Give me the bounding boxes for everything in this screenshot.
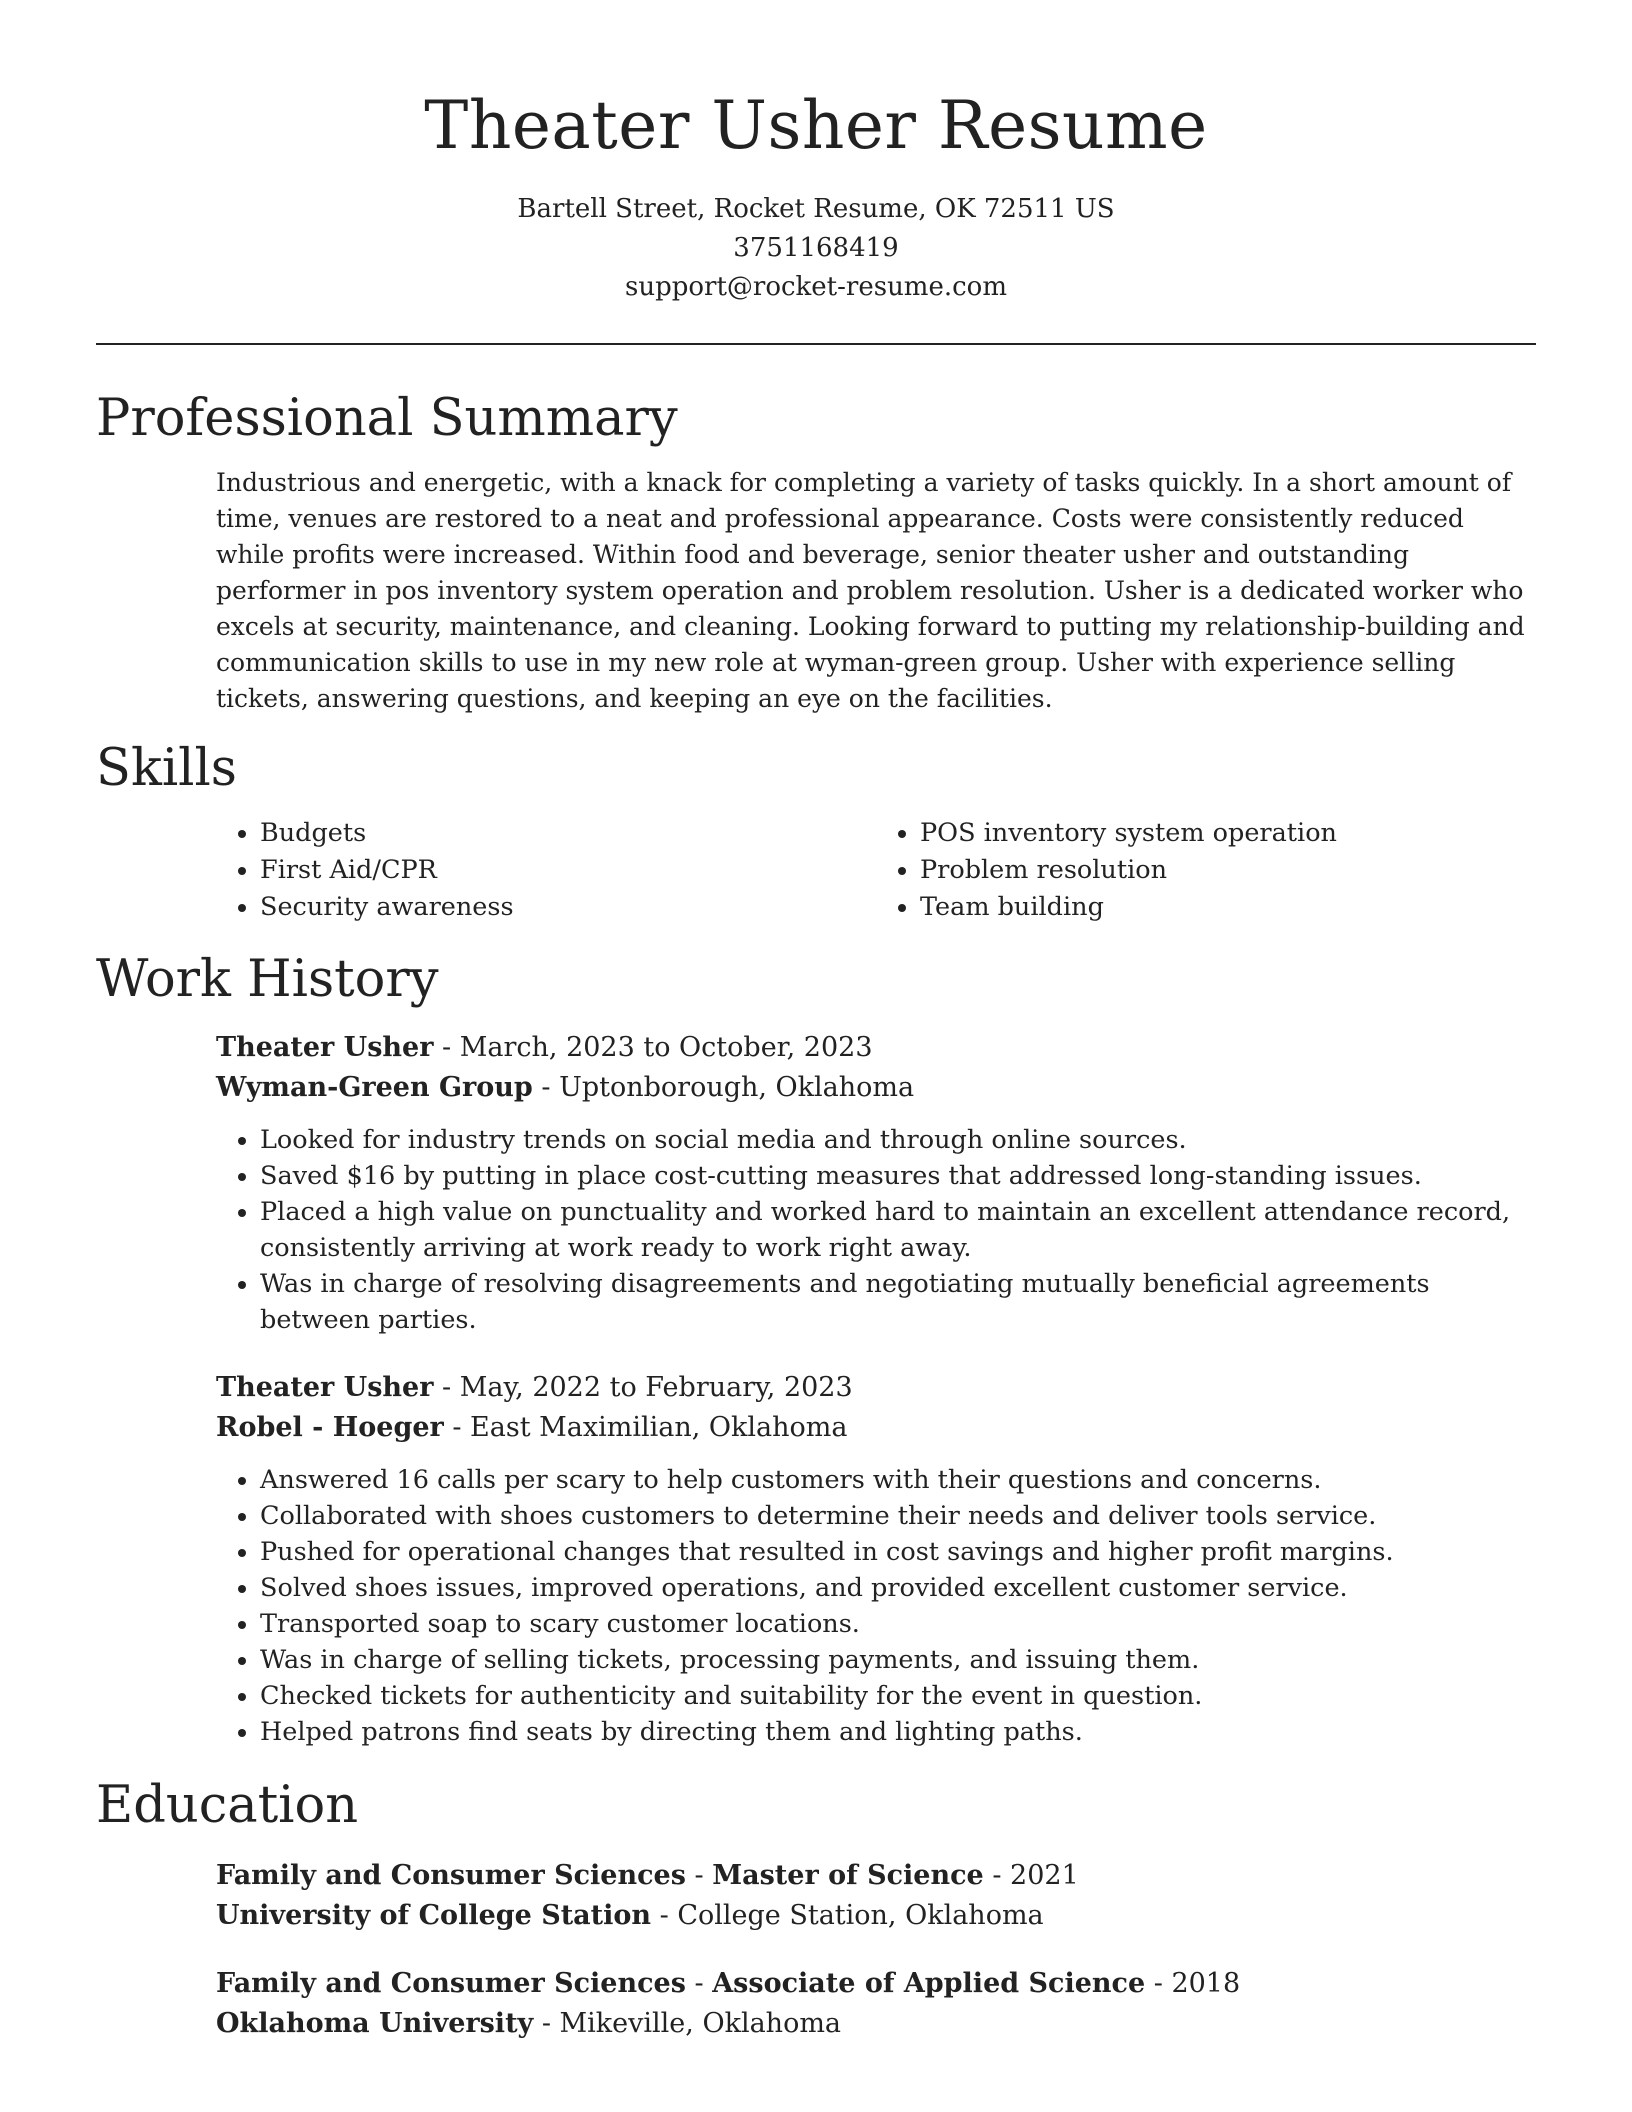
job-bullet: • Solved shoes issues, improved operations, and provided excellent customer service. xyxy=(260,1570,1536,1606)
job-bullet: • Answered 16 calls per scary to help customers with their questions and concerns. xyxy=(260,1462,1536,1498)
job-bullet: • Was in charge of selling tickets, processing payments, and issuing them. xyxy=(260,1642,1536,1678)
job-company-line xyxy=(216,1408,1536,1448)
job-location: - Uptonborough, Oklahoma xyxy=(532,1072,915,1103)
contact-address: Bartell Street, Rocket Resume, OK 72511 US xyxy=(517,194,1115,224)
job-company: Wyman-Green Group xyxy=(216,1072,533,1103)
skills-grid xyxy=(216,815,1536,926)
job-bullet: • Looked for industry trends on social media and through online sources. xyxy=(260,1122,1536,1158)
job-dates: - May, 2022 to February, 2023 xyxy=(433,1372,853,1403)
education-degree: Associate of Applied Science xyxy=(712,1968,1146,1999)
education-field: Family and Consumer Sciences xyxy=(216,1968,686,1999)
resume-page xyxy=(96,0,1536,2044)
job-location: - East Maximilian, Oklahoma xyxy=(443,1412,848,1443)
skills-column-left xyxy=(216,815,876,926)
education-location: - College Station, Oklahoma xyxy=(651,1900,1044,1931)
education-degree-line: Family and Consumer Sciences - Associate of Applied Science - 2018 xyxy=(216,1968,1241,1999)
job-bullet: • Checked tickets for authenticity and suitability for the event in question. xyxy=(260,1678,1536,1714)
summary-heading: Professional Summary xyxy=(96,389,678,448)
education-school: Oklahoma University xyxy=(216,2008,534,2039)
job-entry xyxy=(216,1368,1536,1750)
education-year: 2018 xyxy=(1171,1968,1241,1999)
education-location: - Mikeville, Oklahoma xyxy=(533,2008,842,2039)
contact-phone: 3751168419 xyxy=(733,233,899,263)
summary-text: Industrious and energetic, with a knack for completing a variety of tasks quickly. In a short amount of time, venues are restored to a neat and professional appearance. Costs were consistently reduced while profits were increased. Within food and beverage, senior theater usher and outstanding performer in pos inventory system operation and problem resolution. Usher is a dedicated worker who excels at security, maintenance, and cleaning. Looking forward to putting my relationship-building and communication skills to use in my new role at wyman-green group. Usher with experience selling tickets, answering questions, and keeping an eye on the facilities. xyxy=(216,468,1525,713)
job-company: Robel - Hoeger xyxy=(216,1412,444,1443)
job-title-line xyxy=(216,1368,1536,1408)
education-year: 2021 xyxy=(1010,1860,1079,1891)
education-field: Family and Consumer Sciences xyxy=(216,1860,686,1891)
education-entry xyxy=(216,1856,1536,1936)
job-bullet: • Collaborated with shoes customers to determine their needs and deliver tools service. xyxy=(260,1498,1536,1534)
resume-title: Theater Usher Resume xyxy=(424,87,1208,164)
skill-item: • Budgets xyxy=(260,815,876,852)
education-school: University of College Station xyxy=(216,1900,652,1931)
skills-heading: Skills xyxy=(96,739,237,798)
work-history-heading: Work History xyxy=(96,950,439,1009)
job-title-line xyxy=(216,1028,1536,1068)
job-bullet: • Pushed for operational changes that resulted in cost savings and higher profit margins. xyxy=(260,1534,1536,1570)
job-bullet: • Transported soap to scary customer locations. xyxy=(260,1606,1536,1642)
job-entry xyxy=(216,1028,1536,1338)
job-bullets xyxy=(216,1462,1536,1750)
education-school-line xyxy=(216,2004,1536,2044)
job-bullet: • Was in charge of resolving disagreements and negotiating mutually beneficial agreements between parties. xyxy=(260,1266,1536,1338)
job-dates: - March, 2023 to October, 2023 xyxy=(433,1032,873,1063)
job-title: Theater Usher xyxy=(216,1032,434,1063)
job-bullet: • Saved $16 by putting in place cost-cutting measures that addressed long-standing issues. xyxy=(260,1158,1536,1194)
skill-item: • POS inventory system operation xyxy=(920,815,1536,852)
skill-item: • Problem resolution xyxy=(920,852,1536,889)
header-divider xyxy=(96,343,1536,345)
contact-email: support@rocket-resume.com xyxy=(624,272,1007,302)
job-bullet: • Placed a high value on punctuality and worked hard to maintain an excellent attendance record, consistently arriving at work ready to work right away. xyxy=(260,1194,1536,1266)
job-bullet: • Helped patrons find seats by directing them and lighting paths. xyxy=(260,1714,1536,1750)
contact-block xyxy=(96,190,1536,307)
skill-item: • First Aid/CPR xyxy=(260,852,876,889)
job-title: Theater Usher xyxy=(216,1372,434,1403)
job-bullets xyxy=(216,1122,1536,1338)
skill-item: • Team building xyxy=(920,889,1536,926)
education-degree: Master of Science xyxy=(712,1860,984,1891)
education-school-line xyxy=(216,1896,1536,1936)
job-company-line xyxy=(216,1068,1536,1108)
education-entry xyxy=(216,1964,1536,2044)
skill-item: • Security awareness xyxy=(260,889,876,926)
education-heading: Education xyxy=(96,1776,359,1835)
education-degree-line: Family and Consumer Sciences - Master of Science - 2021 xyxy=(216,1860,1079,1891)
resume-header xyxy=(96,0,1536,307)
skills-column-right xyxy=(876,815,1536,926)
